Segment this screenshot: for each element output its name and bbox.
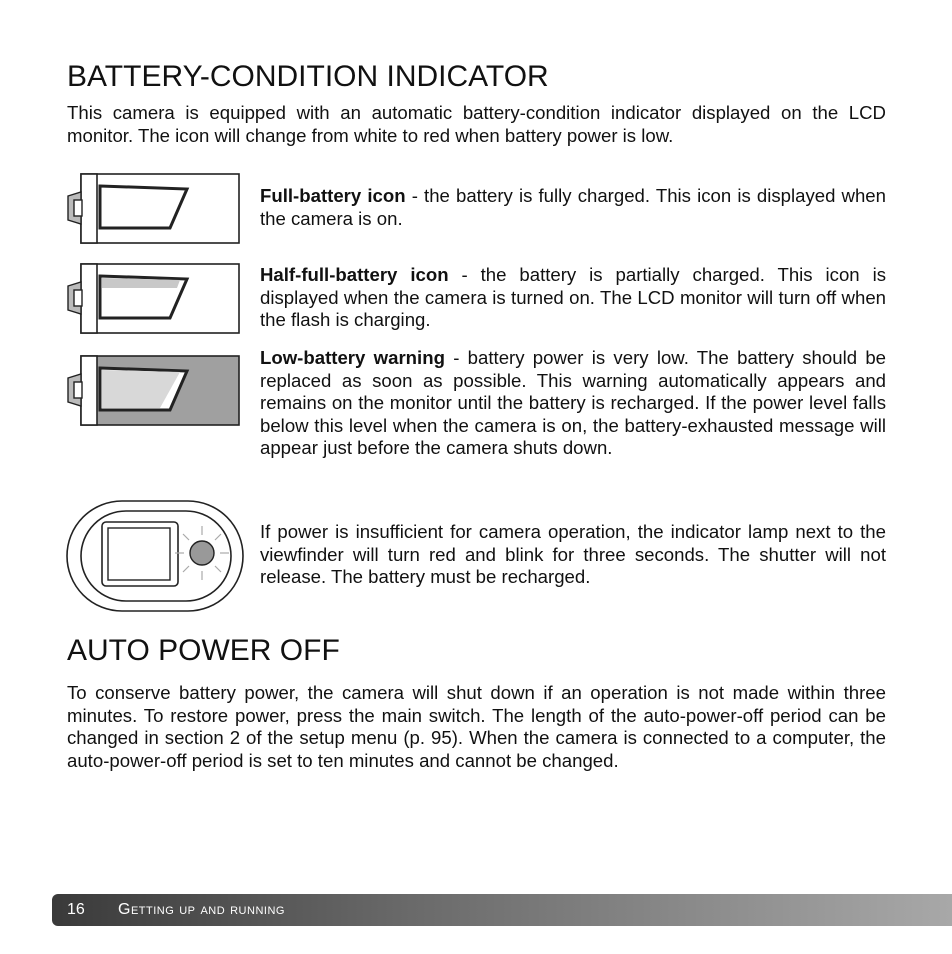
full-battery-label: Full-battery icon: [260, 185, 406, 206]
page-number: 16: [67, 901, 85, 918]
battery-section-title: BATTERY-CONDITION INDICATOR: [67, 60, 549, 93]
half-battery-icon: [60, 262, 242, 336]
half-battery-text: - the battery is partially charged. This icon is displayed when the camera is turned on. The LCD monitor will turn off when the flash is charging.: [260, 264, 886, 331]
low-battery-description: [260, 347, 886, 460]
auto-power-body: To conserve battery power, the camera will shut down if an operation is not made within three minutes. To restore power, press the main switch. The length of the auto-power-off period can be changed in section 2 of the setup menu (p. 95). When the camera is connected to a computer, the auto-power-off period is set to ten minutes and cannot be changed.: [67, 682, 886, 771]
full-battery-description: [260, 185, 886, 230]
footer-section-name: Getting up and running: [118, 901, 285, 918]
full-battery-text: - the battery is fully charged. This icon is displayed when the camera is on.: [260, 185, 886, 229]
lamp-description: If power is insufficient for camera operation, the indicator lamp next to the viewfinder will turn red and blink for three seconds. The shutter will not release. The battery must be recharged.: [260, 521, 886, 588]
auto-power-title: AUTO POWER OFF: [67, 634, 340, 667]
battery-intro: This camera is equipped with an automatic battery-condition indicator displayed on the LCD monitor. The icon will change from white to red when battery power is low.: [67, 102, 886, 146]
half-battery-label: Half-full-battery icon: [260, 264, 449, 285]
low-battery-icon: [60, 354, 242, 428]
low-battery-label: Low-battery warning: [260, 347, 445, 368]
half-battery-description: [260, 264, 886, 332]
viewfinder-lamp-icon: [64, 498, 246, 614]
full-battery-icon: [60, 172, 242, 246]
low-battery-text: - battery power is very low. The battery should be replaced as soon as possible. This warning automatically appears and remains on the monitor until the battery is recharged. If the power level falls below this level when the camera is on, the battery-exhausted message will appear just before the camera shuts down.: [260, 347, 886, 459]
